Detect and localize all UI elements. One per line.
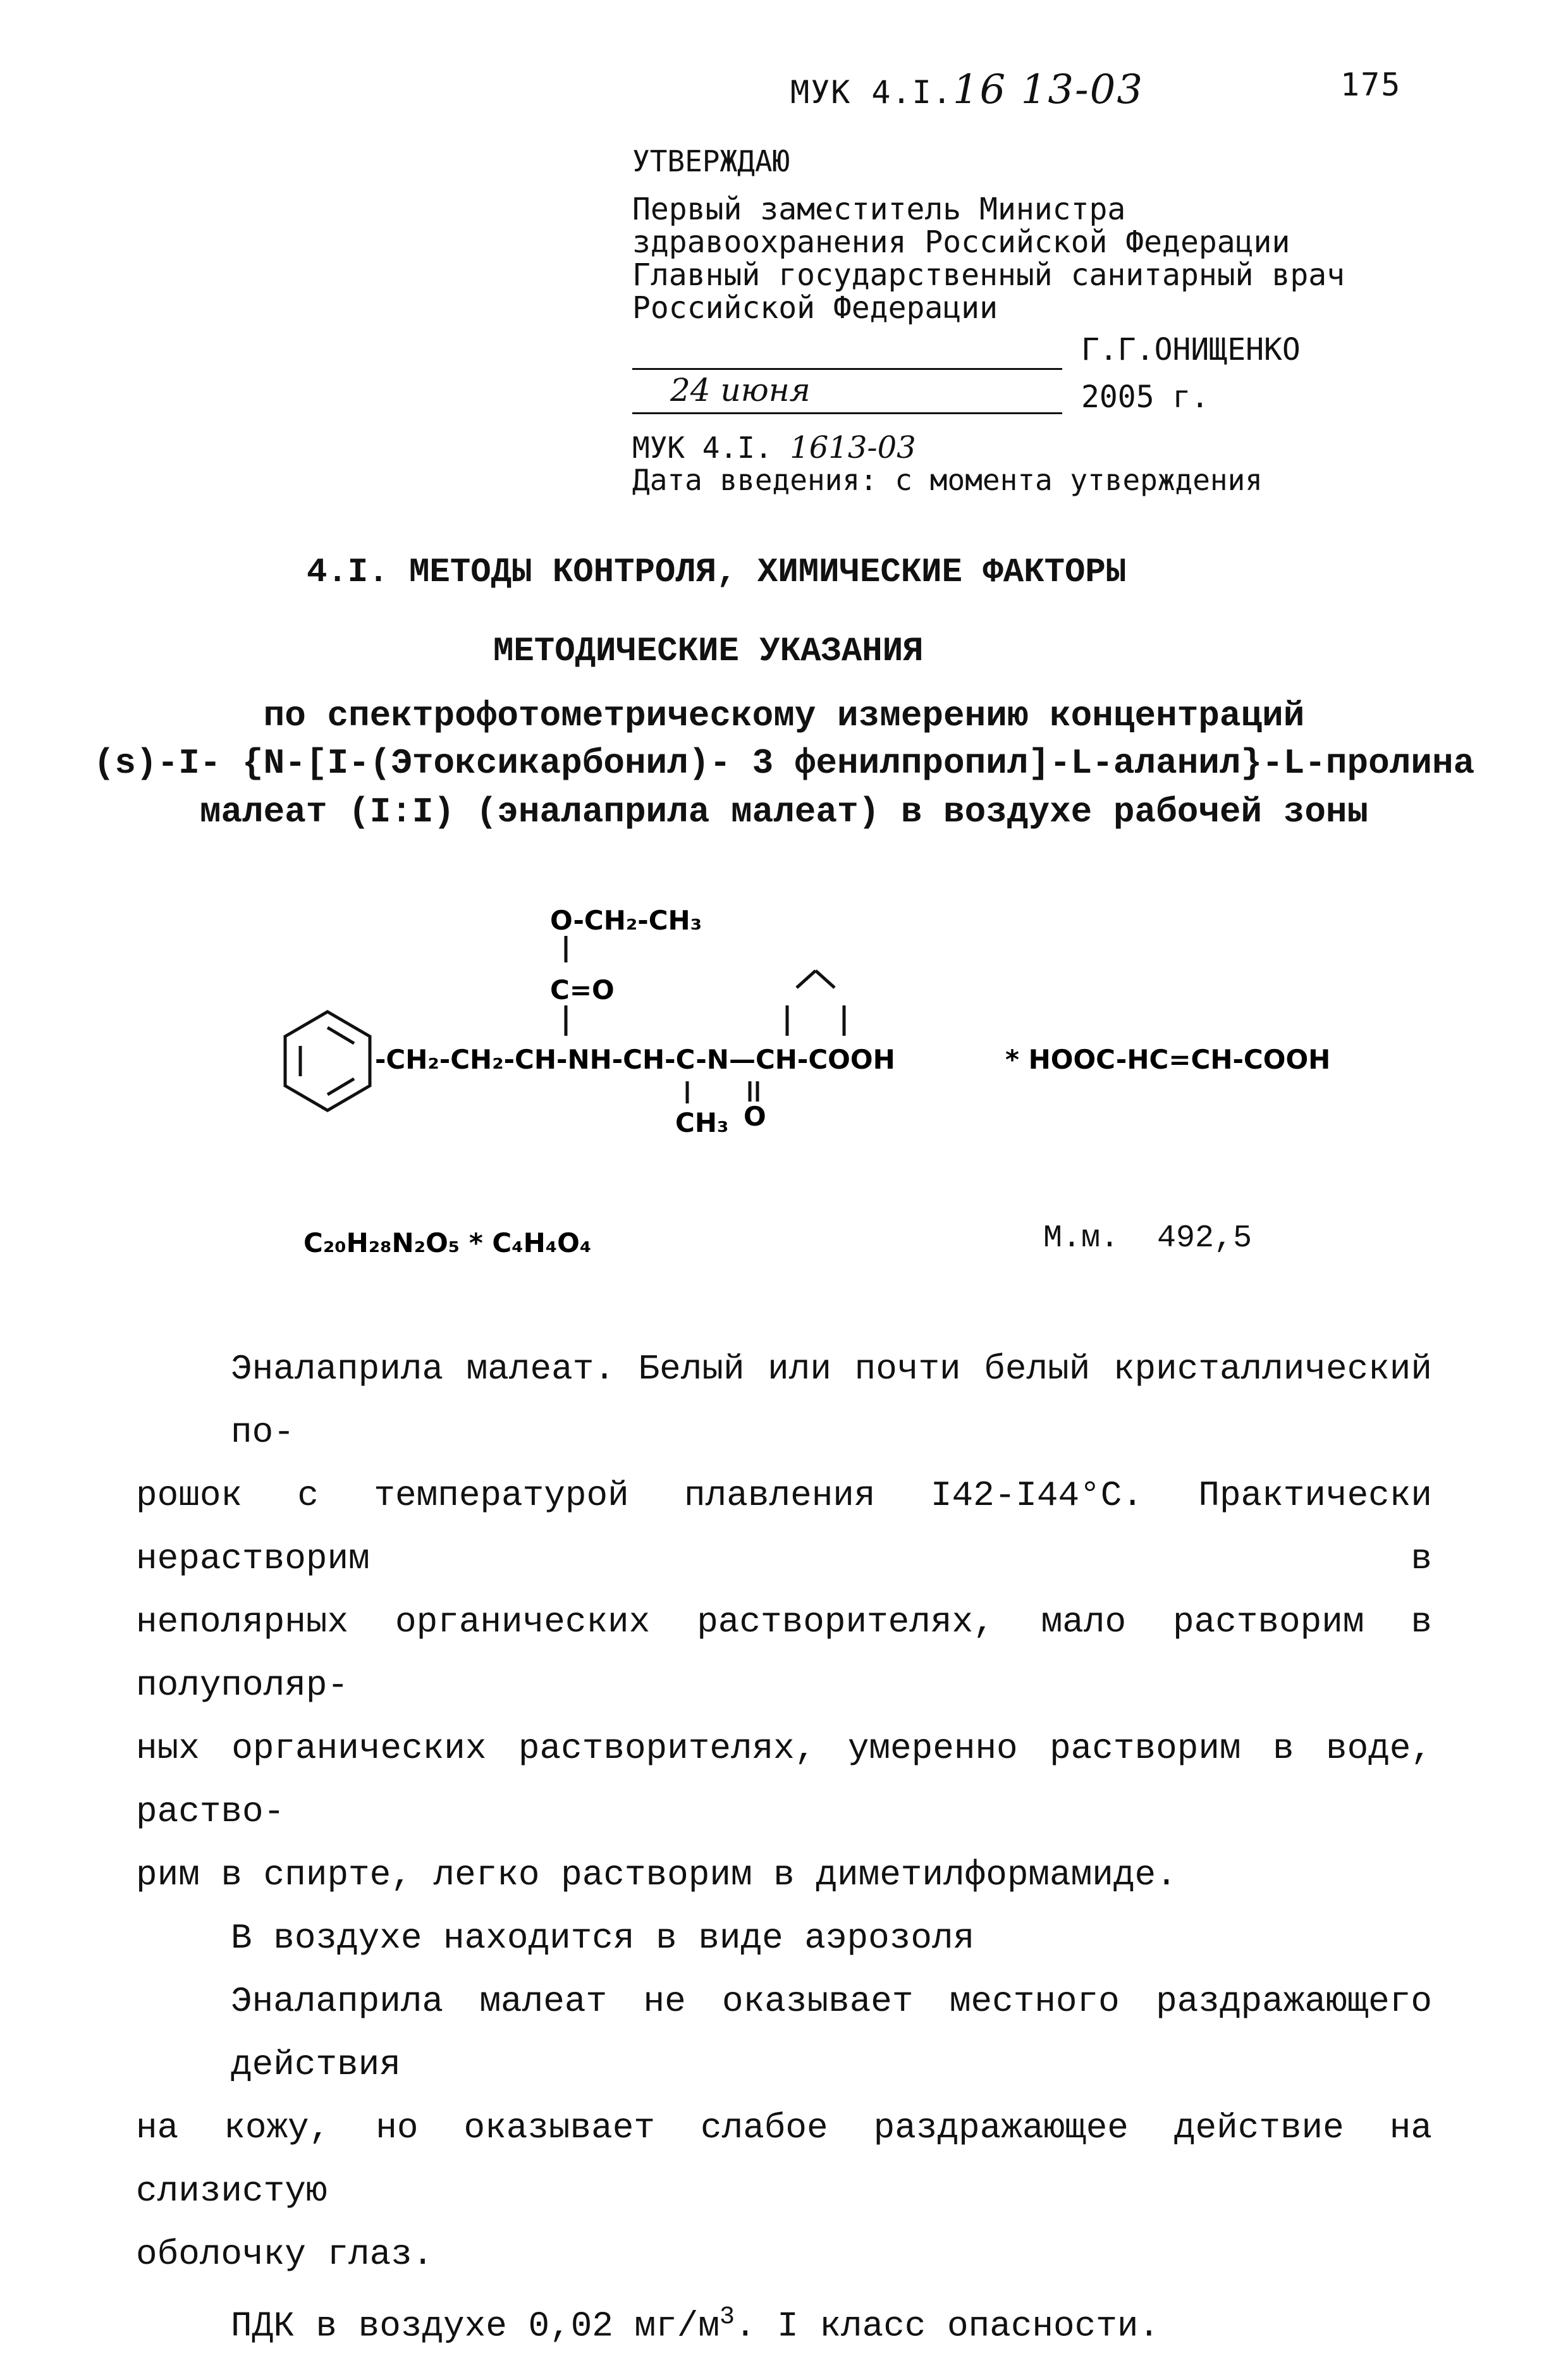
document-code xyxy=(790,66,1144,113)
document-code-handwritten: 16 13-03 xyxy=(952,66,1144,113)
text-line: оболочку глаз. xyxy=(136,2234,434,2275)
ethoxy-group: O-CH₂-CH₃ xyxy=(550,905,702,936)
introduction-date: Дата введения: с момента утверждения xyxy=(632,463,1263,497)
molecular-weight-value: 492,5 xyxy=(1157,1220,1253,1256)
approval-muk-handwritten: 1613-03 xyxy=(790,430,916,465)
main-chain: -CH₂-CH₂-CH-NH-CH-C-N—CH-COOH xyxy=(375,1044,895,1075)
title-line: по спектрофотометрическому измерению концентраций xyxy=(263,696,1305,736)
document-code-printed: МУК 4.I. xyxy=(790,74,953,111)
title-line: малеат (I:I) (эналаприла малеат) в воздухе рабочей зоны xyxy=(199,792,1369,832)
benzene-ring xyxy=(285,1012,370,1110)
approval-line: здравоохранения Российской Федерации xyxy=(632,224,1290,260)
text-line: на кожу, но оказывает слабое раздражающее действие на слизистую xyxy=(136,2108,1432,2211)
approval-year: 2005 г. xyxy=(1081,379,1210,415)
title-line: (s)-I- {N-[I-(Этоксикарбонил)- 3 фенилпропил]-L-аланил}-L-пролина xyxy=(93,743,1475,783)
paragraph-description xyxy=(136,1337,1432,2358)
approval-muk xyxy=(632,430,916,465)
text-line: рошок с температурой плавления I42-I44°С. Практически нерастворим в xyxy=(136,1475,1432,1579)
text-line: неполярных органических растворителях, мало растворим в полуполяр- xyxy=(136,1602,1432,1705)
text-line: Эналаприла малеат не оказывает местного раздражающего действия xyxy=(231,1981,1432,2085)
approval-line: Первый заместитель Министра xyxy=(632,192,1126,227)
molecular-formula: C₂₀H₂₈N₂O₅ * C₄H₄O₄ xyxy=(303,1227,592,1258)
approval-line: Главный государственный санитарный врач xyxy=(632,257,1345,293)
text-line: ных органических растворителях, умеренно растворим в воде, раство- xyxy=(136,1728,1432,1832)
pdk-exponent: 3 xyxy=(719,2303,735,2331)
pdk-text: ПДК в воздухе 0,02 мг/м xyxy=(231,2306,720,2347)
paragraph-pdk xyxy=(136,2286,1432,2358)
paragraph-aerosol: В воздухе находится в виде аэрозоля xyxy=(231,1918,975,1958)
date-line xyxy=(632,412,1062,414)
carbonyl-group: C=O xyxy=(550,974,615,1005)
approval-block xyxy=(632,193,1345,324)
approval-muk-printed: МУК 4.I. xyxy=(632,431,773,465)
section-subheading: МЕТОДИЧЕСКИЕ УКАЗАНИЯ xyxy=(493,632,924,671)
signature-line xyxy=(632,368,1062,370)
pdk-class: . I класс опасности. xyxy=(734,2306,1160,2347)
approval-label: УТВЕРЖДАЮ xyxy=(632,144,790,178)
molecular-weight xyxy=(1043,1220,1252,1256)
section-heading: 4.I. МЕТОДЫ КОНТРОЛЯ, ХИМИЧЕСКИЕ ФАКТОРЫ xyxy=(307,553,1127,592)
maleic-acid: * HOOC-HC=CH-COOH xyxy=(1005,1044,1331,1075)
page-number: 175 xyxy=(1340,66,1402,103)
enalapril-structure xyxy=(0,873,1568,1277)
signatory-name: Г.Г.ОНИЩЕНКО xyxy=(1081,332,1301,367)
approval-line: Российской Федерации xyxy=(632,290,998,326)
approval-date-handwritten: 24 июня xyxy=(670,372,811,408)
molecular-weight-label: М.м. xyxy=(1043,1220,1120,1256)
amide-oxygen: O xyxy=(744,1101,766,1132)
text-line: Эналаприла малеат. Белый или почти белый кристаллический по- xyxy=(231,1349,1432,1452)
text-line: рим в спирте, легко растворим в диметилформамиде. xyxy=(136,1855,1177,1895)
methyl-group: CH₃ xyxy=(675,1107,729,1138)
